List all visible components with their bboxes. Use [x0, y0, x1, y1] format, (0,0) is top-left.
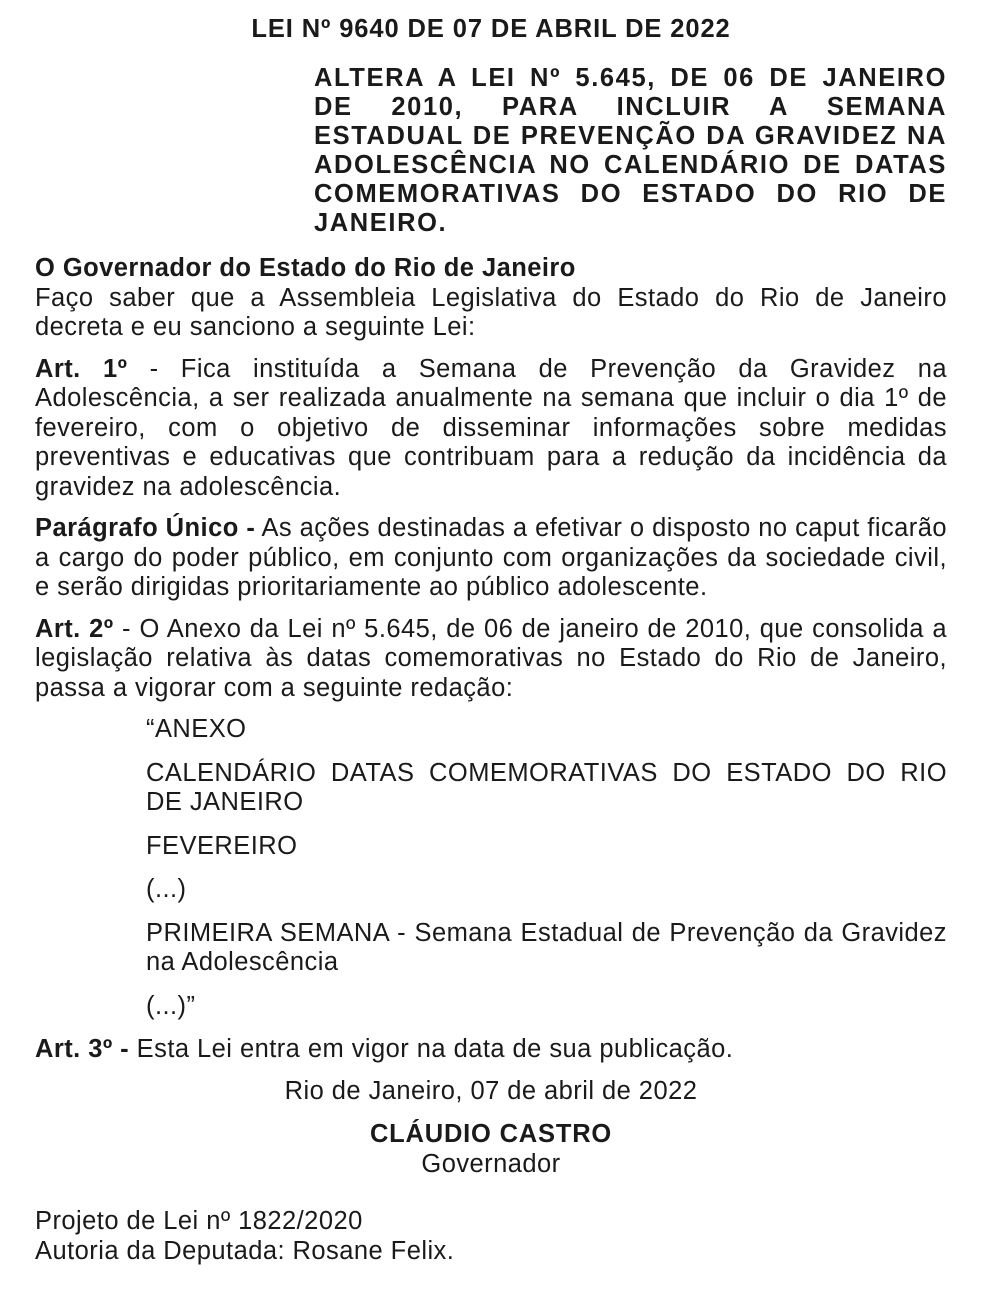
article-2-separator: -	[113, 614, 140, 643]
preamble	[35, 254, 947, 343]
annex-month: FEVEREIRO	[146, 831, 298, 860]
paragraph-unico-label: Parágrafo Único -	[35, 514, 256, 542]
article-3-text: Esta Lei entra em vigor na data de sua publicação.	[136, 1035, 734, 1063]
annex-calendar-title: CALENDÁRIO DATAS COMEMORATIVAS DO ESTADO DO RIO DE JANEIRO	[146, 758, 947, 816]
article-1-label: Art. 1º	[35, 354, 128, 383]
article-1-separator: -	[127, 354, 181, 383]
footer-bill: Projeto de Lei nº 1822/2020	[35, 1207, 363, 1235]
article-1	[35, 355, 947, 503]
article-2-label: Art. 2º	[35, 614, 114, 643]
paragraph-unico-text: As ações destinadas a efetivar o disposto no caput ficarão a cargo do poder público, em conjunto com organizações da sociedade civil, e serão dirigidas prioritariamente ao público adolescente.	[35, 514, 947, 601]
article-3	[35, 1035, 947, 1065]
article-2-text: O Anexo da Lei nº 5.645, de 06 de janeiro de 2010, que consolida a legislação relativa às datas comemorativas no Estado do Rio de Janeiro, passa a vigorar com a seguinte redação:	[35, 614, 948, 702]
annex-entry: PRIMEIRA SEMANA - Semana Estadual de Prevenção da Gravidez na Adolescência	[146, 918, 947, 976]
law-title: LEI Nº 9640 DE 07 DE ABRIL DE 2022	[251, 15, 731, 43]
article-3-label: Art. 3º -	[35, 1035, 130, 1063]
preamble-authority: O Governador do Estado do Rio de Janeiro	[35, 254, 576, 282]
signature-place-date: Rio de Janeiro, 07 de abril de 2022	[284, 1076, 698, 1105]
annex-ellipsis-start: (...)	[146, 875, 187, 903]
article-1-text: Fica instituída a Semana de Prevenção da Gravidez na Adolescência, a ser realizada anualmente na semana que incluir o dia 1º de fevereiro, com o objetivo de disseminar informações sobre medidas preventivas e educativas que contribuam para a redução da incidência da gravidez na adolescência.	[35, 354, 947, 501]
signature-name: CLÁUDIO CASTRO	[369, 1120, 613, 1148]
paragraph-unico	[35, 514, 947, 603]
article-2	[35, 615, 947, 704]
annex-ellipsis-end: (...)”	[146, 991, 196, 1020]
article-3-separator	[129, 1035, 137, 1063]
signature-role: Governador	[421, 1149, 561, 1178]
footer-author: Autoria da Deputada: Rosane Felix.	[35, 1236, 455, 1265]
law-document	[35, 14, 947, 1266]
annex-heading: “ANEXO	[146, 715, 247, 743]
preamble-text: Faço saber que a Assembleia Legislativa do Estado do Rio de Janeiro decreta e eu sanciono a seguinte Lei:	[35, 283, 947, 341]
footer	[35, 1207, 947, 1266]
law-ementa: ALTERA A LEI Nº 5.645, DE 06 DE JANEIRO DE 2010, PARA INCLUIR A SEMANA ESTADUAL DE PREVENÇÃO DA GRAVIDEZ NA ADOLESCÊNCIA NO CALENDÁRIO DE DATAS COMEMORATIVAS DO ESTADO DO RIO DE JANEIRO.	[314, 64, 947, 237]
